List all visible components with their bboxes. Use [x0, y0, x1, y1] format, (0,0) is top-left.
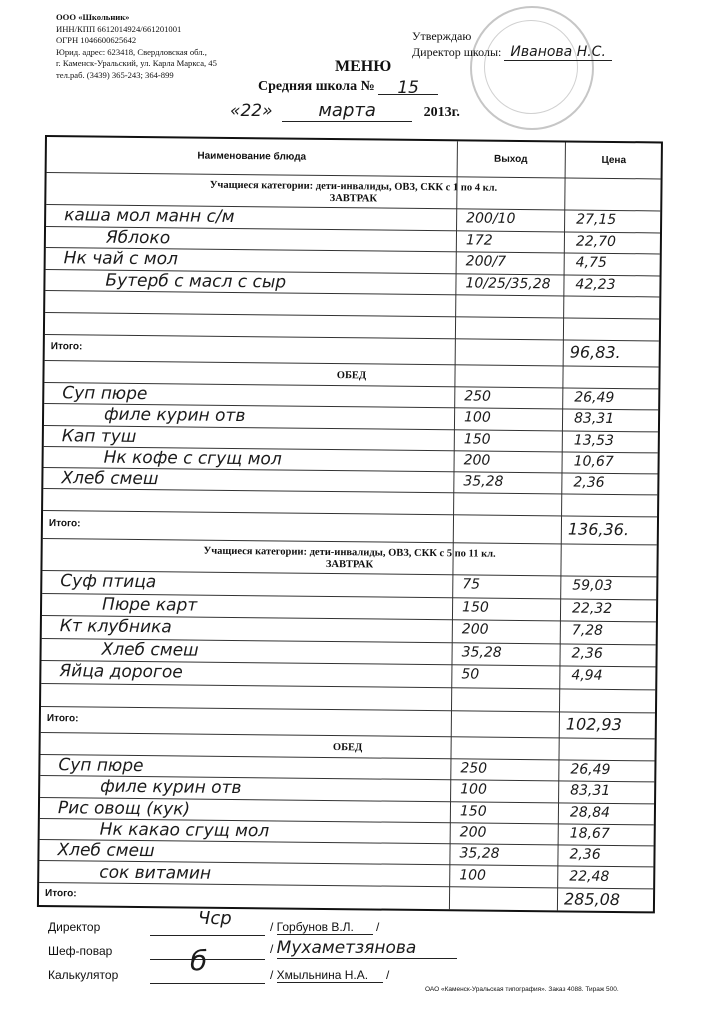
total-value: 96,83.: [569, 342, 621, 363]
total-label: Итого:: [48, 518, 81, 530]
dish-name: Рис овощ (кук): [57, 797, 191, 820]
dish-name: Яблоко: [105, 227, 171, 248]
dish-output: 250: [464, 388, 492, 405]
dish-name: Хлеб смеш: [101, 639, 199, 661]
chef-name-wrap: / Мухаметзянова: [270, 938, 457, 959]
dish-price: 27,15: [576, 211, 617, 228]
org-name: ООО «Школьник»: [56, 12, 130, 22]
approval-block: [412, 28, 612, 60]
chef-role-label: Шеф-повар: [48, 944, 113, 958]
date-year-prefix: 20: [423, 105, 438, 120]
dish-price: 26,49: [570, 761, 611, 778]
dish-output: 150: [463, 430, 491, 448]
dish-name: Пюре карт: [101, 594, 198, 616]
school-line: [258, 78, 438, 98]
dish-output: 75: [462, 576, 481, 593]
dish-price: 2,36: [573, 474, 605, 492]
dish-price: 2,36: [569, 846, 601, 864]
dish-price: 83,31: [573, 410, 615, 428]
dish-price: 42,23: [575, 276, 616, 293]
dish-name: Хлеб смеш: [57, 840, 155, 862]
director-signature: Иванова Н.С.: [504, 44, 612, 61]
dish-output: 10/25/35,28: [465, 275, 551, 293]
org-address-2: г. Каменск-Уральский, ул. Карла Маркса, 45: [56, 58, 217, 69]
dish-output: 100: [459, 866, 487, 884]
date-day: «22»: [230, 101, 273, 121]
dish-name: Хлеб смеш: [61, 468, 159, 490]
dish-name: филе курин отв: [100, 776, 242, 799]
dish-output: 200: [461, 621, 489, 638]
dish-name: Нк какао сгущ мол: [99, 819, 270, 842]
dish-output: 100: [463, 409, 491, 426]
dish-output: 50: [461, 666, 480, 683]
school-stamp: [470, 6, 594, 130]
menu-title: МЕНЮ: [335, 58, 392, 75]
dish-price: 4,75: [575, 254, 607, 272]
section-1-lunch-label: ОБЕД: [336, 370, 367, 382]
total-value: 136,36.: [567, 519, 630, 540]
dish-output: 35,28: [463, 473, 504, 491]
total-label: Итого:: [44, 888, 77, 900]
section-1-title: Учащиеся категории: дети-инвалиды, ОВЗ, СКК с 1 по 4 кл.: [209, 179, 498, 194]
dish-output: 100: [460, 781, 487, 798]
dish-price: 13,53: [573, 432, 615, 449]
dish-output: 200/10: [466, 210, 516, 227]
section-2-breakfast-label: ЗАВТРАК: [325, 558, 374, 571]
dish-name: каша мол манн с/м: [64, 205, 235, 227]
approve-label: Утверждаю: [412, 29, 472, 43]
dish-price: 10,67: [573, 453, 614, 470]
dish-name: Яйца дорогое: [59, 661, 183, 683]
chef-name: Мухаметзянова: [277, 938, 457, 959]
total-label: Итого:: [46, 713, 79, 725]
dish-output: 35,28: [461, 644, 502, 661]
org-inn: ИНН/КПП 6612014924/661201001: [56, 23, 182, 34]
menu-table: [37, 135, 663, 913]
dish-name: Нк чай с мол: [63, 248, 179, 270]
org-ogrn: ОГРН 1046600625642: [56, 35, 137, 46]
dish-price: 2,36: [571, 645, 603, 662]
printer-footer: ОАО «Каменск-Уральская типография». Заказ 4088. Тираж 500.: [425, 986, 619, 993]
calc-sign-mark: б: [190, 944, 208, 977]
total-value: 285,08: [563, 889, 621, 910]
director-name: Горбунов В.Л.: [277, 920, 373, 935]
dish-price: 22,48: [569, 868, 610, 885]
dish-name: Бутерб с масл с сыр: [105, 270, 287, 293]
dish-name: Нк кофе с сгущ мол: [103, 447, 282, 470]
org-address-1: Юрид. адрес: 623418, Свердловская обл.,: [56, 46, 207, 57]
dish-output: 35,28: [459, 845, 500, 862]
section-2-title: Учащиеся категории: дети-инвалиды, ОВЗ, СКК с 5 по 11 кл.: [203, 545, 496, 560]
date-year-suffix: 13г.: [437, 105, 460, 120]
section-2-lunch-total-row: [39, 883, 653, 913]
chef-sign-line: [150, 958, 265, 960]
total-value: 102,93: [565, 714, 622, 735]
dish-name: сок витамин: [99, 862, 212, 884]
signature-chef: [48, 944, 112, 958]
dish-output: 150: [459, 802, 487, 820]
header-price: Цена: [601, 154, 627, 167]
director-sign-line: [150, 934, 265, 936]
date-month: марта: [282, 100, 412, 122]
dish-name: Суп пюре: [62, 383, 148, 405]
dish-price: 83,31: [570, 782, 611, 800]
director-sign-mark: Чср: [198, 908, 232, 929]
calc-sign-line: [150, 982, 265, 984]
dish-output: 150: [461, 598, 489, 616]
signature-calculator: [48, 968, 118, 982]
dish-price: 7,28: [571, 622, 604, 640]
school-number: 15: [378, 78, 438, 95]
calc-role-label: Калькулятор: [48, 968, 119, 982]
dish-name: Кап туш: [61, 425, 137, 447]
dish-name: филе курин отв: [103, 404, 246, 427]
dish-name: Суп пюре: [58, 755, 144, 777]
dish-price: 59,03: [572, 577, 613, 594]
section-2-lunch-label: ОБЕД: [332, 742, 363, 754]
dish-price: 22,32: [571, 600, 613, 617]
organization-block: [56, 12, 217, 82]
menu-date: [230, 100, 460, 122]
dish-output: 200/7: [465, 253, 507, 271]
dish-price: 28,84: [569, 804, 611, 821]
calc-name-wrap: / Хмыльнина Н.А. /: [270, 968, 390, 982]
dish-price: 22,70: [575, 233, 617, 250]
director-name-wrap: / Горбунов В.Л. /: [270, 920, 380, 934]
dish-name: Кт клубника: [59, 616, 172, 638]
director-label: Директор школы:: [412, 45, 502, 59]
total-label: Итого:: [50, 341, 83, 353]
org-phone: тел.раб. (3439) 365-243; 364-899: [56, 69, 174, 80]
dish-name: Суф птица: [60, 571, 157, 593]
signature-director: [48, 920, 100, 934]
school-label: Средняя школа №: [258, 79, 375, 94]
header-dish-name: Наименование блюда: [197, 150, 307, 163]
dish-price: 18,67: [569, 825, 610, 842]
dish-output: 200: [459, 824, 487, 841]
dish-price: 4,94: [571, 667, 603, 685]
section-1-breakfast-label: ЗАВТРАК: [329, 192, 378, 205]
header-output: Выход: [494, 153, 528, 166]
dish-output: 250: [460, 760, 488, 777]
calc-name: Хмыльнина Н.А.: [277, 968, 383, 983]
dish-output: 172: [465, 232, 493, 249]
dish-price: 26,49: [574, 389, 615, 406]
dish-output: 200: [463, 452, 491, 469]
director-role-label: Директор: [48, 920, 101, 934]
